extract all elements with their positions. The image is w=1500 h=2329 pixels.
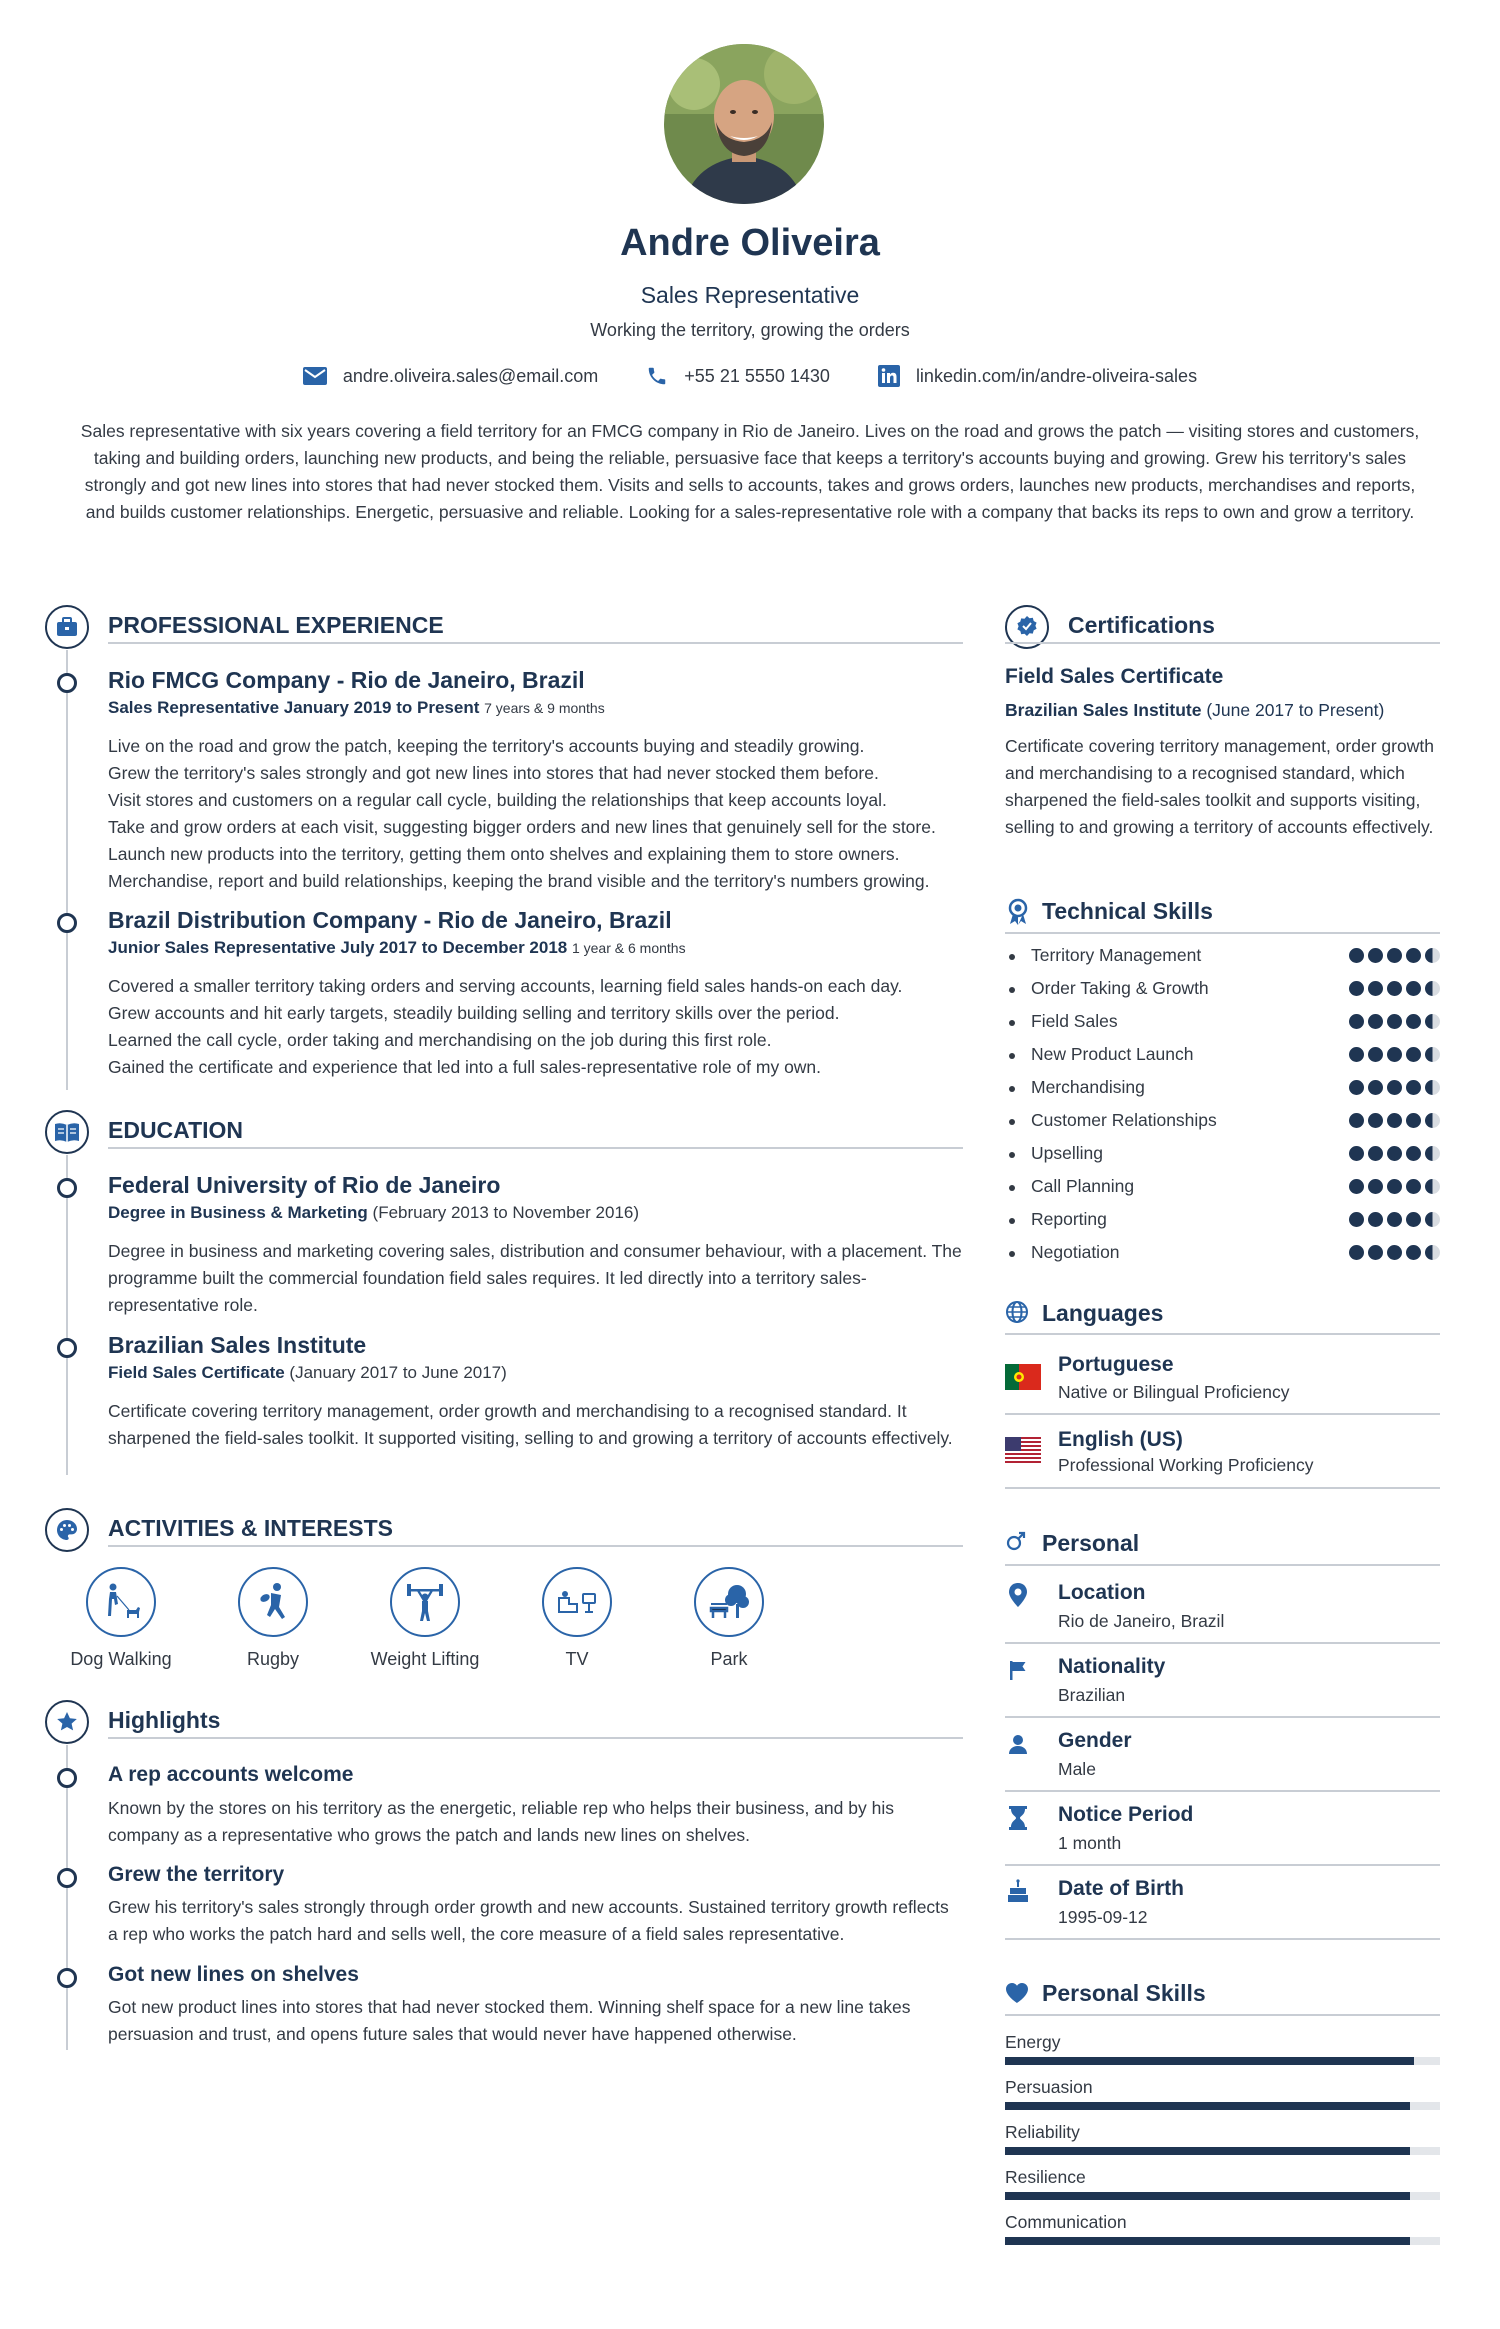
rating-dot — [1425, 948, 1440, 963]
rating-dot — [1425, 1146, 1440, 1161]
skill-rating — [1349, 981, 1440, 996]
rating-dot — [1368, 1080, 1383, 1095]
languages-title: Languages — [1042, 1300, 1164, 1326]
personal-divider — [1005, 1938, 1440, 1940]
rating-dot — [1368, 1014, 1383, 1029]
job-line: Covered a smaller territory taking orders and serving accounts, learning field sales hands-on each day. — [108, 976, 903, 996]
technical-skill-item — [1005, 1011, 1440, 1035]
timeline-dot — [57, 1338, 77, 1358]
personal-value: 1 month — [1058, 1833, 1122, 1853]
bullet-icon — [1009, 954, 1015, 960]
rating-dot — [1406, 1047, 1421, 1062]
profile-summary: Sales representative with six years covering a field territory for an FMCG company in Rio de Janeiro. Lives on the road and grows the patch — visiting stores and customers, taking and building orders, launching new products, and being the reliable, persuasive face that keeps a territory's accounts buying and growing. Grew his territory's sales strongly and got new lines into stores that had never stocked them. Visits and sells to accounts, takes and grows orders, launches new products, merchandises and reports, and builds customer relationships. Energetic, persuasive and reliable. Looking for a sales-representative role with a company that backs its reps to own and grow a territory. — [80, 421, 1420, 522]
certificate-description: Certificate covering territory management, order growth and merchandising to a recognised standard, which sharpened the field-sales toolkit and supports visiting, selling to and growing a territory of accounts effectively. — [1005, 736, 1434, 837]
technical-skill-item — [1005, 1176, 1440, 1200]
school-degree — [108, 1363, 507, 1383]
rating-dot — [1349, 1212, 1364, 1227]
highlights-timeline — [66, 1745, 68, 2050]
personal-rule — [1005, 1564, 1440, 1566]
rating-dot — [1349, 1080, 1364, 1095]
personal-skill-name: Persuasion — [1005, 2077, 1093, 2097]
rating-dot — [1406, 1014, 1421, 1029]
personal-skill-bar-fill — [1005, 2237, 1410, 2245]
activities-section-rule — [108, 1545, 963, 1547]
profile-photo — [664, 44, 824, 204]
dog-walking-icon — [86, 1567, 156, 1637]
highlight-title: Got new lines on shelves — [108, 1963, 359, 1986]
rating-dot — [1387, 1113, 1402, 1128]
rating-dot — [1368, 1212, 1383, 1227]
degree-dates: (February 2013 to November 2016) — [372, 1203, 640, 1222]
degree-dates: (January 2017 to June 2017) — [289, 1363, 507, 1382]
activity-label: TV — [565, 1649, 589, 1669]
job-duration: 7 years & 9 months — [484, 700, 605, 716]
rating-dot — [1406, 1179, 1421, 1194]
personal-skill-bar-fill — [1005, 2057, 1414, 2065]
personal-value: Rio de Janeiro, Brazil — [1058, 1611, 1225, 1631]
rating-dot — [1387, 1080, 1402, 1095]
personal-skill-bar-fill — [1005, 2147, 1410, 2155]
personal-value: Brazilian — [1058, 1685, 1126, 1705]
personal-skills-title: Personal Skills — [1042, 1980, 1206, 2006]
skill-rating — [1349, 1212, 1440, 1227]
activity-rugby — [198, 1567, 348, 1670]
experience-section-icon — [45, 605, 89, 649]
rating-dot — [1406, 948, 1421, 963]
rating-dot — [1368, 1245, 1383, 1260]
education-section-rule — [108, 1147, 963, 1149]
rating-dot — [1368, 1146, 1383, 1161]
certificate-issuer-line — [1005, 700, 1384, 721]
rating-dot — [1387, 1212, 1402, 1227]
job-line: Launch new products into the territory, getting them onto shelves and explaining them to store owners. — [108, 844, 900, 864]
personal-label: Nationality — [1058, 1655, 1166, 1678]
personal-divider — [1005, 1716, 1440, 1718]
technical-skills-rule — [1005, 932, 1440, 934]
activity-tv — [502, 1567, 652, 1670]
experience-timeline — [66, 650, 68, 1090]
education-timeline — [66, 1155, 68, 1475]
rating-dot — [1425, 981, 1440, 996]
personal-divider — [1005, 1790, 1440, 1792]
tv-icon — [542, 1567, 612, 1637]
rating-dot — [1349, 1047, 1364, 1062]
certificate-dates: (June 2017 to Present) — [1206, 700, 1385, 720]
skill-rating — [1349, 1047, 1440, 1062]
highlight-text: Got new product lines into stores that had never stocked them. Winning shelf space for a new line takes persuasion and trust, and opens future sales that would never have happened otherwise. — [108, 1997, 911, 2044]
rating-dot — [1425, 1113, 1440, 1128]
linkedin-text: linkedin.com/in/andre-oliveira-sales — [915, 365, 1198, 386]
job-position — [108, 938, 686, 958]
heart-icon — [1005, 1982, 1029, 2009]
personal-skill-name: Communication — [1005, 2212, 1127, 2232]
skill-rating — [1349, 948, 1440, 963]
ribbon-icon — [1005, 898, 1031, 931]
personal-skill-name: Energy — [1005, 2032, 1061, 2052]
rating-dot — [1368, 948, 1383, 963]
school-degree — [108, 1203, 639, 1223]
timeline-dot — [57, 1868, 77, 1888]
email-text: andre.oliveira.sales@email.com — [342, 365, 599, 386]
linkedin-icon — [878, 365, 900, 387]
bullet-icon — [1009, 1053, 1015, 1059]
school-name: Federal University of Rio de Janeiro — [108, 1172, 501, 1198]
technical-skill-name: New Product Launch — [1031, 1044, 1194, 1064]
candidate-tagline: Working the territory, growing the orders — [590, 320, 910, 340]
language-divider — [1005, 1413, 1440, 1415]
technical-skill-name: Upselling — [1031, 1143, 1103, 1163]
certifications-section-rule — [1005, 642, 1440, 644]
personal-label: Notice Period — [1058, 1803, 1194, 1826]
degree-name: Degree in Business & Marketing — [108, 1203, 368, 1222]
personal-skill-bar — [1005, 2102, 1440, 2110]
technical-skill-name: Field Sales — [1031, 1011, 1118, 1031]
technical-skill-name: Customer Relationships — [1031, 1110, 1217, 1130]
email-contact[interactable] — [303, 365, 598, 387]
bullet-icon — [1009, 987, 1015, 993]
timeline-dot — [57, 913, 77, 933]
bullet-icon — [1009, 1020, 1015, 1026]
phone-contact[interactable] — [646, 365, 830, 387]
highlight-title: Grew the territory — [108, 1863, 285, 1886]
rating-dot — [1425, 1080, 1440, 1095]
rating-dot — [1387, 948, 1402, 963]
highlight-title: A rep accounts welcome — [108, 1763, 354, 1786]
star-icon — [55, 1710, 79, 1734]
job-line: Gained the certificate and experience that led into a full sales-representative role of my own. — [108, 1057, 822, 1077]
contact-row — [0, 365, 1500, 387]
personal-label: Gender — [1058, 1729, 1132, 1752]
rating-dot — [1387, 1014, 1402, 1029]
portugal-flag-icon — [1005, 1364, 1041, 1395]
rating-dot — [1406, 981, 1421, 996]
personal-skill-bar — [1005, 2147, 1440, 2155]
personal-skill-bar — [1005, 2237, 1440, 2245]
technical-skill-name: Territory Management — [1031, 945, 1202, 965]
certifications-section-title: Certifications — [1068, 612, 1215, 638]
technical-skill-item — [1005, 1077, 1440, 1101]
timeline-dot — [57, 673, 77, 693]
activity-label: Park — [710, 1649, 748, 1669]
bullet-icon — [1009, 1152, 1015, 1158]
weight-lifting-icon — [390, 1567, 460, 1637]
timeline-dot — [57, 1768, 77, 1788]
technical-skill-name: Negotiation — [1031, 1242, 1120, 1262]
certificate-name: Field Sales Certificate — [1005, 665, 1224, 688]
activity-label: Rugby — [246, 1649, 300, 1669]
rating-dot — [1349, 1014, 1364, 1029]
rating-dot — [1425, 1014, 1440, 1029]
job-title: Rio FMCG Company - Rio de Janeiro, Brazil — [108, 667, 585, 693]
job-description — [108, 973, 963, 1081]
experience-section-title: PROFESSIONAL EXPERIENCE — [108, 612, 444, 638]
job-position — [108, 698, 605, 718]
activity-dog-walking — [46, 1567, 196, 1670]
bullet-icon — [1009, 1185, 1015, 1191]
rating-dot — [1349, 1146, 1364, 1161]
job-line: Grew accounts and hit early targets, steadily building selling and territory skills over the period. — [108, 1003, 840, 1023]
bullet-icon — [1009, 1218, 1015, 1224]
activity-weight-lifting — [350, 1567, 500, 1670]
rating-dot — [1368, 1047, 1383, 1062]
technical-skill-name: Order Taking & Growth — [1031, 978, 1209, 998]
rating-dot — [1349, 1179, 1364, 1194]
personal-skill-bar-fill — [1005, 2102, 1410, 2110]
skill-rating — [1349, 1080, 1440, 1095]
job-position-text: Sales Representative January 2019 to Present — [108, 698, 480, 717]
email-icon — [303, 367, 327, 385]
technical-skill-name: Merchandising — [1031, 1077, 1145, 1097]
personal-title: Personal — [1042, 1530, 1140, 1556]
personal-skill-bar-fill — [1005, 2192, 1410, 2200]
school-name: Brazilian Sales Institute — [108, 1332, 367, 1358]
job-position-text: Junior Sales Representative July 2017 to December 2018 — [108, 938, 568, 957]
phone-text: +55 21 5550 1430 — [684, 365, 830, 386]
personal-skills-rule — [1005, 2014, 1440, 2016]
cake-icon — [1005, 1878, 1031, 1904]
skill-rating — [1349, 1014, 1440, 1029]
personal-skill-name: Resilience — [1005, 2167, 1086, 2187]
rating-dot — [1387, 981, 1402, 996]
bullet-icon — [1009, 1119, 1015, 1125]
technical-skill-name: Reporting — [1031, 1209, 1107, 1229]
school-description: Degree in business and marketing covering sales, distribution and consumer behaviour, with a placement. The programme built the commercial foundation field sales requires. It led directly into a territory sales-representative role. — [108, 1241, 962, 1315]
rating-dot — [1387, 1047, 1402, 1062]
park-icon — [694, 1567, 764, 1637]
rating-dot — [1349, 1113, 1364, 1128]
language-name: Portuguese — [1058, 1353, 1174, 1376]
rating-dot — [1368, 1113, 1383, 1128]
rating-dot — [1387, 1245, 1402, 1260]
school-description: Certificate covering territory management, order growth and merchandising to a recognised standard. It sharpened the field-sales toolkit. It supported visiting, selling to and growing a territory of accounts effectively. — [108, 1401, 953, 1448]
technical-skill-item — [1005, 1110, 1440, 1134]
rating-dot — [1349, 1245, 1364, 1260]
job-line: Live on the road and grow the patch, keeping the territory's accounts buying and steadily growing. — [108, 736, 865, 756]
globe-icon — [1005, 1300, 1029, 1329]
rating-dot — [1368, 1179, 1383, 1194]
rugby-icon — [238, 1567, 308, 1637]
book-icon — [54, 1121, 80, 1143]
highlights-section-rule — [108, 1737, 963, 1739]
personal-value: Male — [1058, 1759, 1096, 1779]
personal-divider — [1005, 1864, 1440, 1866]
usa-flag-icon — [1005, 1437, 1041, 1468]
timeline-dot — [57, 1178, 77, 1198]
job-line: Merchandise, report and build relationships, keeping the brand visible and the territory's numbers growing. — [108, 871, 930, 891]
timeline-dot — [57, 1968, 77, 1988]
rating-dot — [1368, 981, 1383, 996]
rating-dot — [1387, 1179, 1402, 1194]
rating-dot — [1406, 1080, 1421, 1095]
activities-section-title: ACTIVITIES & INTERESTS — [108, 1515, 393, 1541]
skill-rating — [1349, 1146, 1440, 1161]
technical-skills-title: Technical Skills — [1042, 898, 1213, 924]
rating-dot — [1349, 981, 1364, 996]
language-name: English (US) — [1058, 1428, 1183, 1451]
personal-skill-bar — [1005, 2057, 1440, 2065]
rating-dot — [1406, 1212, 1421, 1227]
briefcase-icon — [55, 615, 79, 639]
technical-skill-item — [1005, 978, 1440, 1002]
location-pin-icon — [1005, 1582, 1031, 1608]
candidate-name: Andre Oliveira — [620, 222, 880, 264]
hourglass-icon — [1005, 1805, 1031, 1831]
rating-dot — [1406, 1245, 1421, 1260]
person-icon — [1005, 1731, 1031, 1757]
highlight-text: Grew his territory's sales strongly through order growth and new accounts. Sustained territory growth reflects a rep who works the patch hard and sells well, the core measure of a field sales representative. — [108, 1897, 949, 1944]
personal-label: Date of Birth — [1058, 1877, 1184, 1900]
personal-skill-name: Reliability — [1005, 2122, 1080, 2142]
education-section-icon — [45, 1110, 89, 1154]
personal-value: 1995-09-12 — [1058, 1907, 1148, 1927]
degree-name: Field Sales Certificate — [108, 1363, 285, 1382]
skill-rating — [1349, 1179, 1440, 1194]
experience-section-rule — [108, 642, 963, 644]
languages-rule — [1005, 1333, 1440, 1335]
language-divider — [1005, 1487, 1440, 1489]
candidate-role: Sales Representative — [640, 282, 860, 308]
personal-label: Location — [1058, 1581, 1146, 1604]
flag-icon — [1005, 1657, 1031, 1683]
rating-dot — [1425, 1047, 1440, 1062]
job-line: Grew the territory's sales strongly and got new lines into stores that had never stocked them before. — [108, 763, 879, 783]
highlights-section-title: Highlights — [108, 1707, 221, 1733]
skill-rating — [1349, 1245, 1440, 1260]
technical-skill-item — [1005, 1209, 1440, 1233]
technical-skill-name: Call Planning — [1031, 1176, 1135, 1196]
phone-icon — [646, 365, 668, 387]
job-duration: 1 year & 6 months — [571, 940, 686, 956]
job-line: Visit stores and customers on a regular call cycle, building the relationships that keep accounts loyal. — [108, 790, 887, 810]
rating-dot — [1406, 1146, 1421, 1161]
certificate-issuer: Brazilian Sales Institute — [1005, 700, 1202, 720]
gender-symbol-icon — [1005, 1530, 1027, 1557]
bullet-icon — [1009, 1086, 1015, 1092]
palette-icon — [55, 1518, 79, 1542]
rating-dot — [1425, 1212, 1440, 1227]
technical-skill-item — [1005, 1044, 1440, 1068]
highlight-text: Known by the stores on his territory as the energetic, reliable rep who helps their business, and by his company as a representative who grows the patch and lands new lines on shelves. — [108, 1798, 894, 1845]
skill-rating — [1349, 1113, 1440, 1128]
technical-skill-item — [1005, 1242, 1440, 1266]
linkedin-contact[interactable] — [878, 365, 1197, 387]
bullet-icon — [1009, 1251, 1015, 1257]
job-description — [108, 733, 963, 895]
job-line: Take and grow orders at each visit, suggesting bigger orders and new lines that genuinely sell for the store. — [108, 817, 936, 837]
education-section-title: EDUCATION — [108, 1117, 244, 1143]
highlights-section-icon — [45, 1700, 89, 1744]
rating-dot — [1387, 1146, 1402, 1161]
personal-skill-bar — [1005, 2192, 1440, 2200]
job-line: Learned the call cycle, order taking and merchandising on the job during this first role. — [108, 1030, 772, 1050]
rating-dot — [1425, 1179, 1440, 1194]
activity-park — [654, 1567, 804, 1670]
badge-check-icon — [1015, 615, 1039, 639]
personal-divider — [1005, 1642, 1440, 1644]
technical-skill-item — [1005, 945, 1440, 969]
rating-dot — [1425, 1245, 1440, 1260]
technical-skill-item — [1005, 1143, 1440, 1167]
language-level: Native or Bilingual Proficiency — [1058, 1382, 1290, 1402]
job-title: Brazil Distribution Company - Rio de Janeiro, Brazil — [108, 907, 672, 933]
activity-label: Weight Lifting — [370, 1649, 480, 1669]
activities-section-icon — [45, 1508, 89, 1552]
rating-dot — [1406, 1113, 1421, 1128]
rating-dot — [1349, 948, 1364, 963]
language-level: Professional Working Proficiency — [1058, 1455, 1314, 1475]
activity-label: Dog Walking — [70, 1649, 172, 1669]
